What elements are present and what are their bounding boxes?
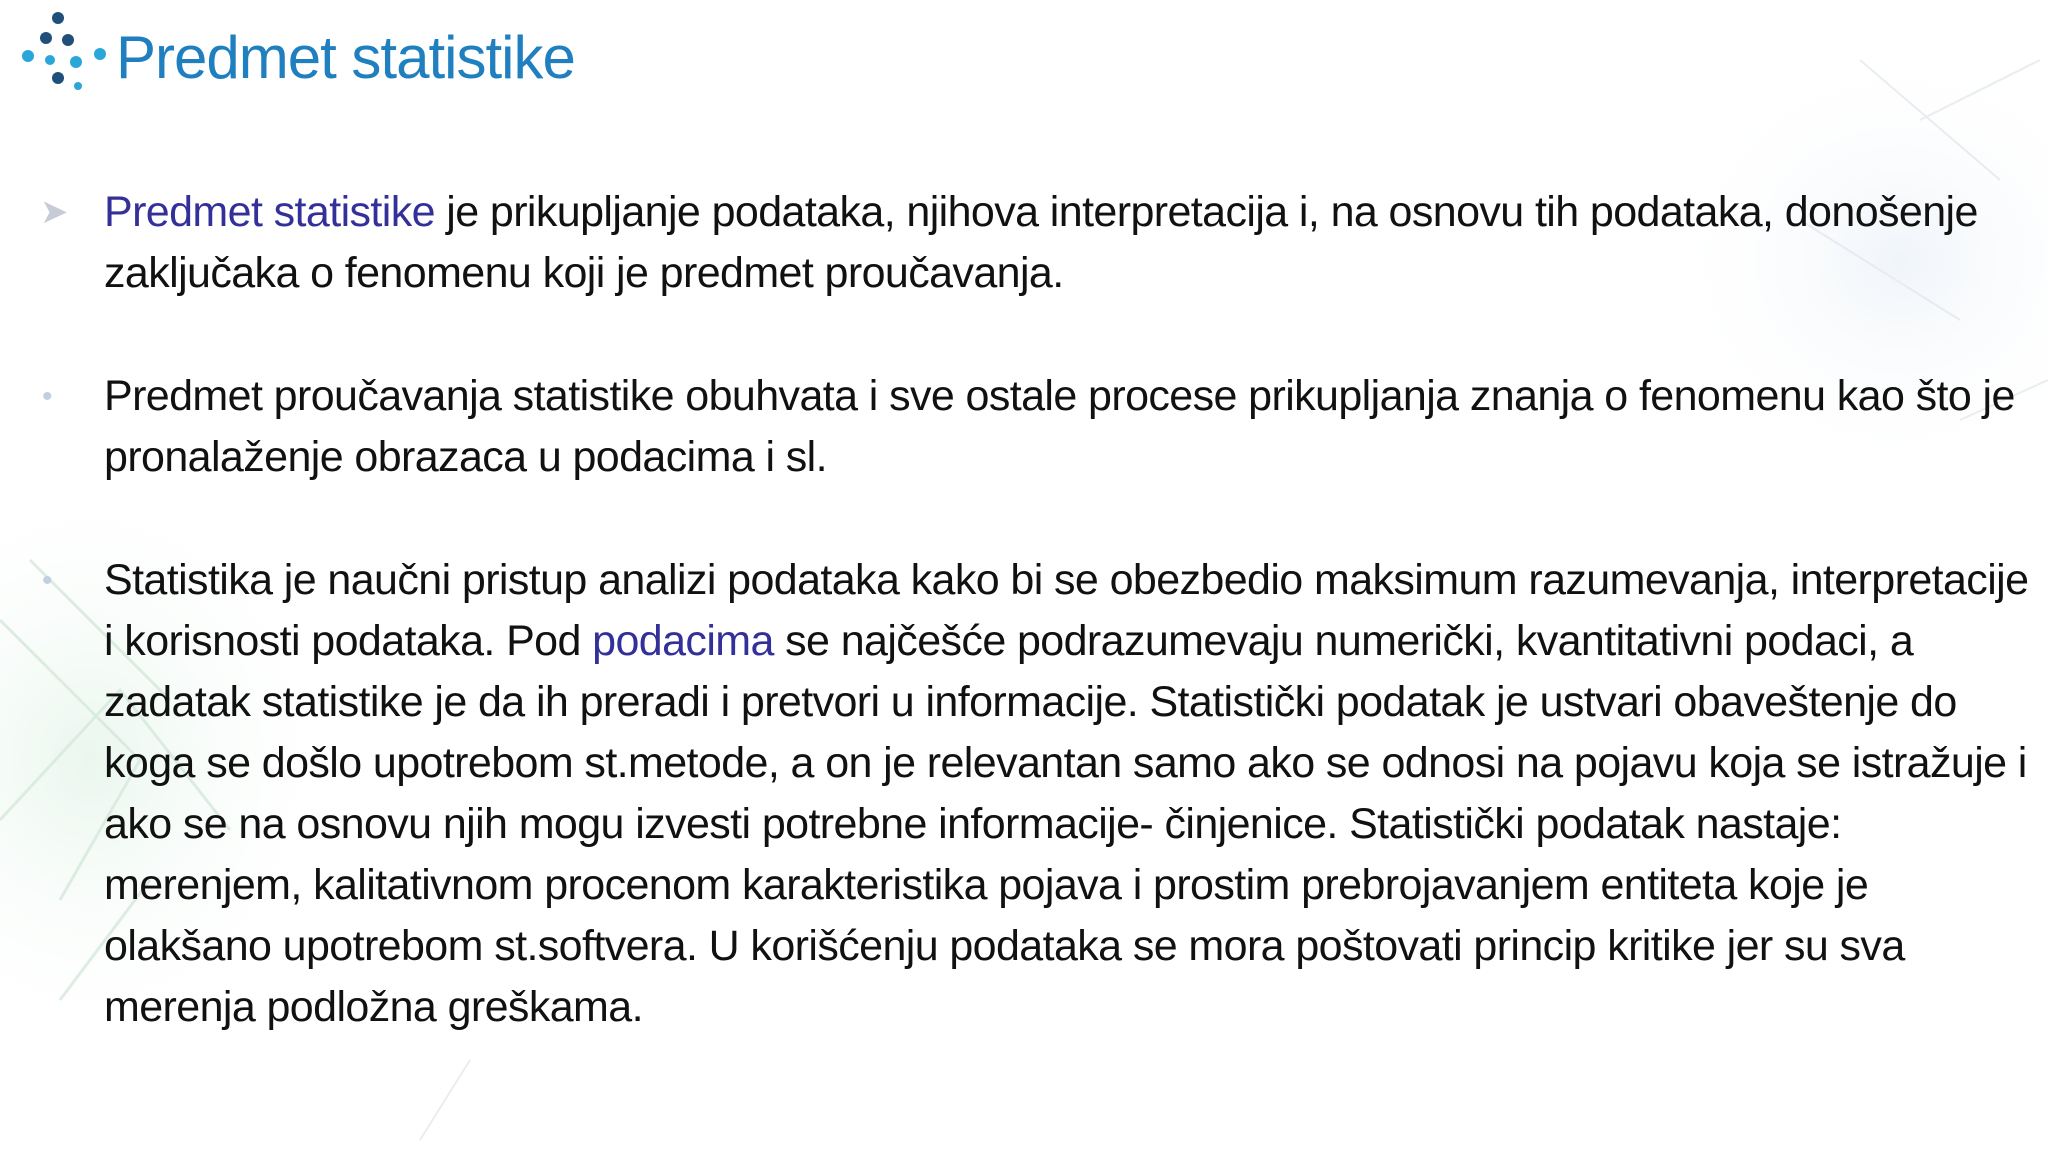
bullet-text: Predmet proučavanja statistike obuhvata i sve ostale procese prikupljanja znanja o fenomenu kao što je pronalaženje obrazaca u podacima i sl. — [104, 372, 2015, 481]
bullet-item — [40, 182, 2030, 304]
bullet-highlight: Predmet statistike — [104, 188, 435, 236]
bullet-text: Statistika je naučni pristup analizi podataka kako bi se obezbedio maksimum razumevanja, interpretacije i korisnosti podataka. Pod — [104, 556, 2029, 665]
bullet-item — [40, 366, 2030, 488]
dot-icon: • — [42, 380, 52, 413]
dot-icon: • — [42, 564, 52, 597]
bullet-highlight: podacima — [592, 617, 774, 665]
bullet-text: se najčešće podrazumevaju numerički, kvantitativni podaci, a zadatak statistike je da ih preradi i pretvori u informacije. Statistički podatak je ustvari obaveštenje do koga se došlo upotrebom st.metode, a on je relevantan samo ako se odnosi na pojavu koja se istražuje i ako se na osnovu njih mogu izvesti potrebne informacije- činjenice. Statistički podatak nastaje: merenjem, kalitativnom procenom karakteristika pojava i prostim prebrojavanjem entiteta koje je olakšano upotrebom st.softvera. U korišćenju podataka se mora poštovati princip kritike jer su sva merenja podložna greškama. — [104, 617, 2027, 1031]
bullet-text: je prikupljanje podataka, njihova interpretacija i, na osnovu tih podataka, donošenje zaključaka o fenomenu koji je predmet proučavanja. — [104, 188, 1978, 297]
arrow-icon: ➤ — [40, 193, 68, 231]
slide-body — [40, 182, 2030, 1100]
slide-title: Predmet statistike — [116, 24, 575, 91]
bullet-item — [40, 550, 2030, 1038]
logo-icon — [18, 10, 110, 94]
